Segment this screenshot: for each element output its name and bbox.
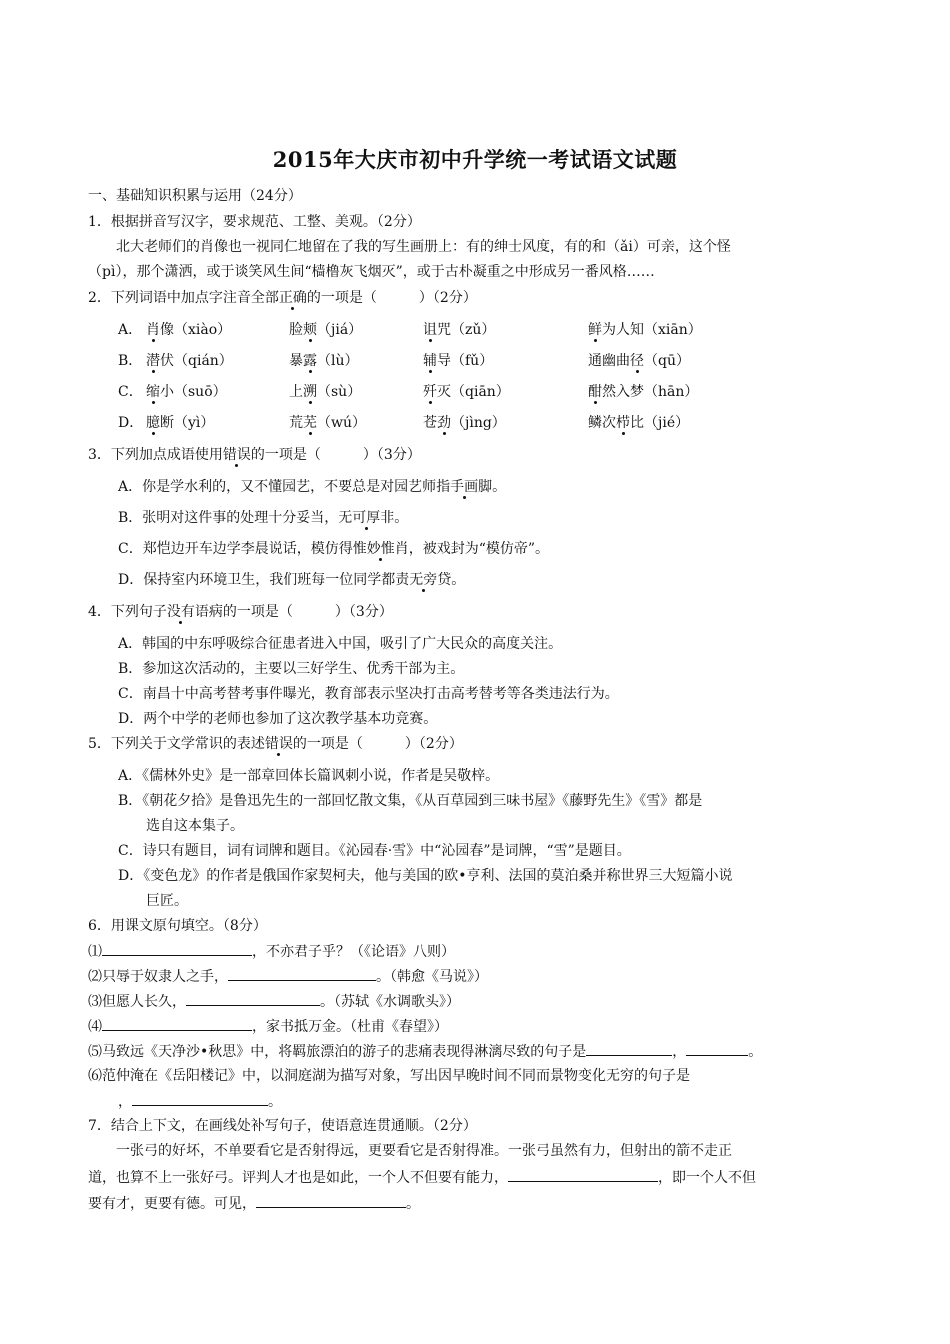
question-3-option: D．保持室内环境卫生，我们班每一位同学都责无旁贷。 (118, 572, 466, 588)
answer-blank[interactable] (102, 941, 252, 956)
answer-blank[interactable] (186, 991, 320, 1006)
question-5-stem: 5．下列关于文学常识的表述错误的一项是（ ）（2分） (88, 736, 463, 752)
question-3-option: A．你是学水利的，又不懂园艺，不要总是对园艺师指手画脚。 (118, 479, 507, 495)
question-6-item: ⑵只辱于奴隶人之手， 。（韩愈《马说》） (88, 966, 488, 987)
question-6-item: ⑶但愿人长久， 。（苏轼《水调歌头》） (88, 991, 460, 1012)
answer-blank[interactable] (586, 1041, 672, 1056)
question-5-option: A．《儒林外史》是一部章回体长篇讽刺小说，作者是吴敬梓。 (118, 768, 500, 784)
question-5-option: D．《变色龙》的作者是俄国作家契柯夫，他与美国的欧•亨利、法国的莫泊桑并称世界三大短篇小说 (118, 868, 733, 884)
question-5-option: C．诗只有题目，词有词牌和题目。《沁园春·雪》中“沁园春”是词牌，“雪”是题目。 (118, 843, 631, 859)
question-7-passage-line: 一张弓的好坏，不单要看它是否射得远，更要看它是否射得准。一张弓虽然有力，但射出的箭不走正 (116, 1143, 732, 1159)
question-3-stem: 3．下列加点成语使用错误的一项是（ ）（3分） (88, 447, 421, 463)
question-7-passage-line: 要有才，更要有德。可见， 。 (88, 1193, 420, 1214)
question-7-passage-line: 道，也算不上一张好弓。评判人才也是如此，一个人不但要有能力， ，即一个人不但 (88, 1167, 756, 1188)
question-1-passage-line: （pì），那个潇洒，或于谈笑风生间“樯橹灰飞烟灭”，或于古朴凝重之中形成另一番风格…… (88, 264, 655, 280)
question-4-option: C．南昌十中高考替考事件曝光，教育部表示坚决打击高考替考等各类违法行为。 (118, 686, 619, 702)
question-4-stem: 4．下列句子没有语病的一项是（ ）（3分） (88, 604, 393, 620)
question-6-item: ⑴ ，不亦君子乎？（《论语》八则） (88, 941, 455, 962)
question-5-option-continued: 选自这本集子。 (146, 818, 244, 834)
question-3-option: B．张明对这件事的处理十分妥当，无可厚非。 (118, 510, 409, 526)
question-6-stem: 6．用课文原句填空。（8分） (88, 918, 267, 934)
answer-blank[interactable] (686, 1041, 748, 1056)
question-6-item: ⑷ ，家书抵万金。（杜甫《春望》） (88, 1016, 448, 1037)
exam-page: 2015年大庆市初中升学统一考试语文试题 一、基础知识积累与运用（24分） 1．根据拼音写汉字，要求规范、工整、美观。（2分） 北大老师们的肖像也一视同仁地留在了我的写生画册上：有的绅士风度，有的和（ǎi）可亲，这个怪 （pì），那个潇洒，或于谈笑风生间“樯橹灰飞烟灭”，或于古朴凝重之中形成另一番风格…… 2．下列词语中加点字注音全部正确的一项是（ ）（2分） A． 肖像（xiào） 脸颊（jiá） 诅咒（zǔ） 鲜为人知（xiān） B． 潜伏（qián） 暴露（lù） 辅导（fǔ） 通幽曲径（qū） C． 缩小（suō） 上溯（sù） 歼灭（qiān） 酣然入梦（hān） D． 臆断（yì） 荒芜（wú） 苍劲（jìng） 鳞次栉比（jié） 3．下列加点成语使用错误的一项是（ ）（3分） A．你是学水利的，又不懂园艺，不要总是对园艺师指手画脚。 B．张明对这件事的处理十分妥当，无可厚非。 C．郑恺边开车边学李晨说话，模仿得惟妙惟肖，被戏封为“模仿帝”。 D．保持室内环境卫生，我们班每一位同学都责无旁贷。 4．下列句子没有语病的一项是（ ）（3分） A．韩国的中东呼吸综合征患者进入中国，吸引了广大民众的高度关注。 B．参加这次活动的，主要以三好学生、优秀干部为主。 C．南昌十中高考替考事件曝光，教育部表示坚决打击高考替考等各类违法行为。 D．两个中学的老师也参加了这次教学基本功竞赛。 5．下列关于文学常识的表述错误的一项是（ ）（2分） A．《儒林外史》是一部章回体长篇讽刺小说，作者是吴敬梓。 B．《朝花夕拾》是鲁迅先生的一部回忆散文集，《从百草园到三味书屋》《藤野先生》《雪》都是 选自这本集子。 C．诗只有题目，词有词牌和题目。《沁园春·雪》中“沁园春”是词牌，“雪”是题目。 D．《变色龙》的作者是俄国作家契柯夫，他与美国的欧•亨利、法国的莫泊桑并称世界三大短篇小说 巨匠。 6．用课文原句填空。（8分） ⑴ ，不亦君子乎？（《论语》八则） ⑵只辱于奴隶人之手， 。（韩愈《马说》） ⑶但愿人长久， 。（苏轼《水调歌头》） ⑷ ，家书抵万金。（杜甫《春望》） ⑸马致远《天净沙•秋思》中，将羁旅漂泊的游子的悲痛表现得淋漓尽致的句子是 ， 。 ⑹范仲淹在《岳阳楼记》中，以洞庭湖为描写对象，写出因早晚时间不同而景物变化无穷的句子是 ， 。 7．结合上下文，在画线处补写句子，使语意连贯通顺。（2分） 一张弓的好坏，不单要看它是否射得远，更要看它是否射得准。一张弓虽然有力，但射出的箭不走正 道，也算不上一张好弓。评判人才也是如此，一个人不但要有能力， ，即一个人不但 要有才，更要有德。可见， 。 (0, 0, 950, 1344)
answer-blank[interactable] (508, 1167, 658, 1182)
section-heading: 一、基础知识积累与运用（24分） (88, 188, 302, 204)
page-title: 2015年大庆市初中升学统一考试语文试题 (272, 147, 678, 172)
question-6-item-continued: ， 。 (118, 1091, 282, 1112)
question-5-option: B．《朝花夕拾》是鲁迅先生的一部回忆散文集，《从百草园到三味书屋》《藤野先生》《雪》都是 (118, 793, 703, 809)
question-4-option: A．韩国的中东呼吸综合征患者进入中国，吸引了广大民众的高度关注。 (118, 636, 563, 652)
answer-blank[interactable] (256, 1193, 406, 1208)
question-3-option: C．郑恺边开车边学李晨说话，模仿得惟妙惟肖，被戏封为“模仿帝”。 (118, 541, 550, 557)
question-6-item: ⑹范仲淹在《岳阳楼记》中，以洞庭湖为描写对象，写出因早晚时间不同而景物变化无穷的句子是 (88, 1068, 690, 1084)
question-5-option-continued: 巨匠。 (146, 893, 188, 909)
question-4-option: D．两个中学的老师也参加了这次教学基本功竞赛。 (118, 711, 438, 727)
answer-blank[interactable] (132, 1091, 268, 1106)
question-1-passage-line: 北大老师们的肖像也一视同仁地留在了我的写生画册上：有的绅士风度，有的和（ǎi）可亲，这个怪 (116, 239, 731, 255)
question-4-option: B．参加这次活动的，主要以三好学生、优秀干部为主。 (118, 661, 465, 677)
question-6-item: ⑸马致远《天净沙•秋思》中，将羁旅漂泊的游子的悲痛表现得淋漓尽致的句子是 ， 。 (88, 1041, 762, 1062)
question-2-stem: 2．下列词语中加点字注音全部正确的一项是（ ）（2分） (88, 290, 477, 306)
answer-blank[interactable] (102, 1016, 252, 1031)
answer-blank[interactable] (228, 966, 376, 981)
question-1-stem: 1．根据拼音写汉字，要求规范、工整、美观。（2分） (88, 214, 421, 230)
question-7-stem: 7．结合上下文，在画线处补写句子，使语意连贯通顺。（2分） (88, 1118, 477, 1134)
